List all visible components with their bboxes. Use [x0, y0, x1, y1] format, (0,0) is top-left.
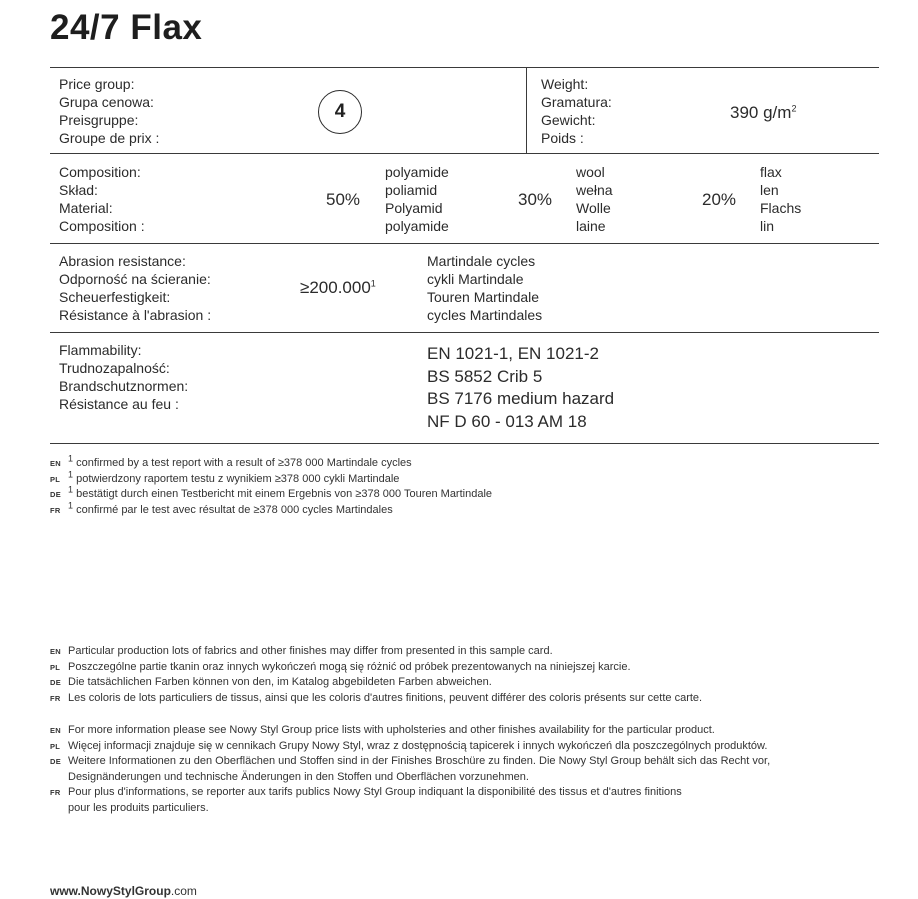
abrasion-label-pl: Odporność na ścieranie:: [59, 271, 211, 287]
composition-percent-2: 30%: [518, 190, 553, 209]
lang-code: PL: [50, 662, 61, 672]
weight-labels: [541, 75, 612, 147]
lang-code: FR: [50, 693, 61, 703]
weight-unit-sup: 2: [791, 103, 797, 114]
flammability-label-en: Flammability:: [59, 342, 142, 358]
composition-percent-1: 50%: [326, 190, 361, 209]
info-de-continued: Designänderungen und technische Änderungen in den Stoffen und Oberflächen vorzunehmen.: [68, 770, 529, 783]
price-group-label-pl: Grupa cenowa:: [59, 94, 154, 110]
disclaimer-de: DE Die tatsächlichen Farben können von den, im Katalog abgebildeten Farben abweichen.: [50, 675, 702, 691]
price-group-value: 4: [334, 101, 346, 122]
flammability-label-de: Brandschutznormen:: [59, 378, 189, 394]
weight-label-pl: Gramatura:: [541, 94, 612, 110]
price-weight-divider: [526, 67, 527, 153]
price-group-label-de: Preisgruppe:: [59, 112, 139, 128]
row-divider-1: [50, 153, 879, 154]
footnotes: [50, 453, 493, 518]
page-title: 24/7 Flax: [50, 8, 203, 47]
abrasion-label-en: Abrasion resistance:: [59, 253, 186, 269]
flammability-label-pl: Trudnozapalność:: [59, 360, 170, 376]
lang-code: DE: [50, 490, 62, 499]
composition-label-pl: Skład:: [59, 182, 98, 198]
website-link[interactable]: www.NowyStylGroup.com: [50, 884, 197, 898]
abrasion-units: Martindale cycles cykli Martindale Touren Martindale cycles Martindales: [427, 253, 543, 323]
flammability-labels: [59, 341, 188, 413]
info-pl: PL Więcej informacji znajduje się w cennikach Grupy Nowy Styl, wraz z dostępnością tapicerek i innych wykończeń dla poszczególnych produktów.: [50, 739, 770, 755]
table-top-rule: [50, 67, 879, 68]
info-fr-continued: pour les produits particuliers.: [68, 801, 209, 814]
lang-code: EN: [50, 726, 62, 735]
composition-label-fr: Composition :: [59, 218, 145, 234]
weight-label-en: Weight:: [541, 76, 589, 92]
brand-name: NowyStylGroup: [80, 884, 171, 898]
more-info-notice: [50, 723, 770, 816]
flammability-standards: EN 1021-1, EN 1021-2 BS 5852 Crib 5 BS 7176 medium hazard NF D 60 - 013 AM 18: [427, 344, 615, 431]
disclaimer-pl: PL Poszczególne partie tkanin oraz innych wykończeń mogą się różnić od próbek prezentowanych na niniejszej karcie.: [50, 660, 702, 676]
price-group-label-en: Price group:: [59, 76, 135, 92]
info-fr: FR Pour plus d'informations, se reporter aux tarifs publics Nowy Styl Group indiquant la disponibilité des tissus et d'autres finitions: [50, 785, 770, 801]
abrasion-label-de: Scheuerfestigkeit:: [59, 289, 171, 305]
lang-code: PL: [50, 474, 61, 484]
info-de: DE Weitere Informationen zu den Oberflächen und Stoffen sind in der Finishes Broschüre zu finden. Die Nowy Styl Group behält sich das Recht vor,: [50, 754, 770, 770]
row-divider-3: [50, 332, 879, 333]
lang-code: DE: [50, 757, 62, 766]
weight-value: 390 $g/m^2$: [730, 103, 797, 122]
color-disclaimer: [50, 644, 702, 706]
row-divider-2: [50, 243, 879, 244]
lang-code: PL: [50, 741, 61, 751]
abrasion-value: $\ge 200.000^1$: [300, 278, 376, 297]
composition-label-de: Material:: [59, 200, 113, 216]
weight-label-fr: Poids :: [541, 130, 584, 146]
composition-percent-3: 20%: [702, 190, 737, 209]
composition-material-1: polyamide poliamid Polyamid polyamide: [385, 164, 449, 234]
flammability-label-fr: Résistance au feu :: [59, 396, 179, 412]
lang-code: FR: [50, 788, 61, 797]
lang-code: EN: [50, 647, 62, 656]
footnote-de: $DE^1$ bestätigt durch einen Testbericht mit einem Ergebnis von ≥378 000 Touren Martindale: [50, 487, 492, 503]
abrasion-labels: [59, 252, 211, 324]
table-bottom-rule: [50, 443, 879, 444]
composition-label-en: Composition:: [59, 164, 141, 180]
footnote-fr: $FR^1$ confirmé par le test avec résultat de ≥378 000 cycles Martindales: [50, 503, 492, 519]
lang-code: EN: [50, 459, 62, 468]
disclaimer-fr: FR Les coloris de lots particuliers de tissus, ainsi que les coloris d'autres finitions, peuvent différer des coloris présents sur cette carte.: [50, 691, 702, 707]
disclaimer-en: EN Particular production lots of fabrics and other finishes may differ from presented in this sample card.: [50, 644, 702, 660]
lang-code: FR: [50, 505, 61, 515]
price-group-label-fr: Groupe de prix :: [59, 130, 160, 146]
abrasion-label-fr: Résistance à l'abrasion :: [59, 307, 212, 323]
footnote-pl: $PL^1$ potwierdzony raportem testu z wynikiem ≥378 000 cykli Martindale: [50, 472, 492, 488]
price-group-labels: [59, 75, 159, 147]
composition-labels: [59, 163, 145, 235]
footnote-en: $EN^1$ confirmed by a test report with a result of ≥378 000 Martindale cycles: [50, 456, 492, 472]
composition-material-3: flax len Flachs lin: [760, 164, 802, 234]
info-en: EN For more information please see Nowy Styl Group price lists with upholsteries and other finishes availability for the particular product.: [50, 723, 770, 739]
price-group-badge: [318, 90, 362, 134]
lang-code: DE: [50, 678, 62, 687]
weight-label-de: Gewicht:: [541, 112, 596, 128]
composition-material-2: wool wełna Wolle laine: [576, 164, 613, 234]
abrasion-footnote-ref: 1: [370, 278, 376, 289]
